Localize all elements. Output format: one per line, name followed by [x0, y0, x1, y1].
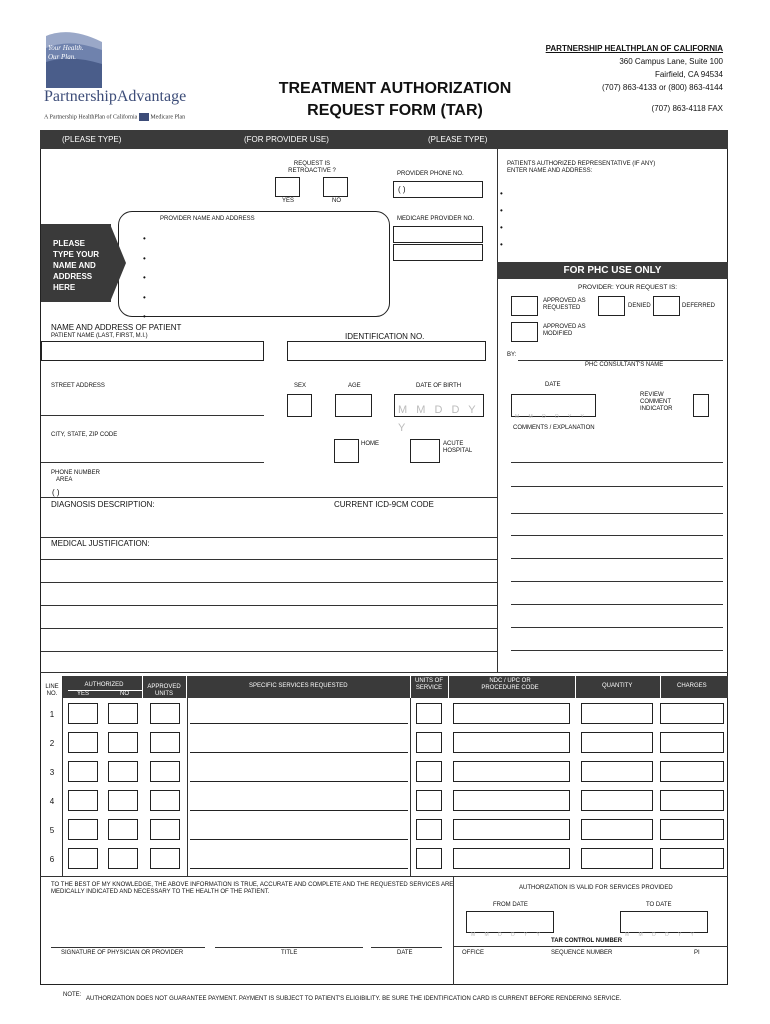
quantity-box[interactable]	[581, 848, 653, 869]
phc-heading: FOR PHC USE ONLY	[497, 262, 728, 279]
charges-box[interactable]	[660, 761, 724, 782]
approved-units-box[interactable]	[150, 848, 180, 869]
just-line	[41, 605, 497, 606]
retro-no-label: NO	[332, 198, 341, 204]
units-service-box[interactable]	[416, 732, 442, 753]
provider-bullets: • • • • •	[143, 234, 146, 321]
age-field[interactable]	[335, 394, 372, 417]
col-divider	[410, 676, 411, 698]
comments-label: COMMENTS / EXPLANATION	[513, 425, 595, 431]
service-desc-box[interactable]	[190, 790, 408, 811]
auth-no-box[interactable]	[108, 761, 138, 782]
please-type-arrow: PLEASE TYPE YOUR NAME AND ADDRESS HERE	[41, 224, 111, 302]
city-line	[41, 462, 264, 463]
patient-name-label: PATIENT NAME (LAST, FIRST, M.I.)	[51, 333, 148, 339]
header-bar: (PLEASE TYPE) (FOR PROVIDER USE) (PLEASE TYPE)	[40, 130, 728, 149]
logo-subline: A Partnership HealthPlan of California Medicare Plan	[44, 114, 186, 121]
review-box[interactable]	[693, 394, 709, 417]
date-line	[371, 947, 442, 948]
row-number: 2	[49, 739, 55, 748]
patient-heading: NAME AND ADDRESS OF PATIENT	[51, 323, 182, 332]
just-line	[41, 582, 497, 583]
comment-line	[511, 462, 723, 463]
quantity-box[interactable]	[581, 790, 653, 811]
sex-label: SEX	[294, 383, 307, 389]
ndc-code-box[interactable]	[453, 703, 570, 724]
auth-yes-box[interactable]	[68, 819, 98, 840]
deferred-box[interactable]	[653, 296, 680, 316]
ndc-code-box[interactable]	[453, 790, 570, 811]
charges-box[interactable]	[660, 703, 724, 724]
tar-control-label: TAR CONTROL NUMBER	[551, 938, 623, 944]
table-vline	[187, 698, 188, 876]
diagnosis-label: DIAGNOSIS DESCRIPTION:	[51, 500, 155, 509]
col-approved-units: APPROVED UNITS	[147, 684, 181, 697]
approved-units-box[interactable]	[150, 819, 180, 840]
charges-box[interactable]	[660, 732, 724, 753]
tar-vline	[453, 876, 454, 985]
approved-units-box[interactable]	[150, 761, 180, 782]
auth-yes-box[interactable]	[68, 703, 98, 724]
divider	[497, 149, 498, 672]
quantity-box[interactable]	[581, 819, 653, 840]
icd-label: CURRENT ICD-9CM CODE	[334, 500, 434, 509]
to-date-field[interactable]: M M D D Y Y	[620, 911, 708, 933]
quantity-box[interactable]	[581, 761, 653, 782]
sig-label: SIGNATURE OF PHYSICIAN OR PROVIDER	[61, 950, 184, 956]
comment-line	[511, 604, 723, 605]
service-desc-box[interactable]	[190, 848, 408, 869]
approved-units-box[interactable]	[150, 703, 180, 724]
col-auth-no: NO	[120, 691, 129, 697]
rep-label: PATIENTS AUTHORIZED REPRESENTATIVE (IF ANY) ENTER NAME AND ADDRESS:	[507, 161, 656, 174]
area-label: AREA	[56, 477, 73, 483]
comment-line	[511, 650, 723, 651]
retro-yes-label: YES	[282, 198, 295, 204]
from-date-field[interactable]: M M D D Y Y	[466, 911, 554, 933]
consultant-line	[518, 360, 723, 361]
comment-line	[511, 513, 723, 514]
street-line	[41, 415, 264, 416]
auth-no-box[interactable]	[108, 732, 138, 753]
medicare-provider-field-2[interactable]	[393, 244, 483, 261]
row-number: 3	[49, 768, 55, 777]
dob-label: DATE OF BIRTH	[416, 383, 462, 389]
justification-label: MEDICAL JUSTIFICATION:	[51, 539, 150, 548]
dob-field[interactable]: M M D D Y Y	[394, 394, 484, 417]
phc-date-field[interactable]: M M D D Y Y	[511, 394, 596, 417]
col-divider	[448, 676, 449, 698]
just-line	[41, 651, 497, 652]
col-authorized: AUTHORIZED	[84, 682, 124, 688]
age-label: AGE	[348, 383, 361, 389]
comment-line	[511, 535, 723, 536]
row-number: 5	[49, 826, 55, 835]
row-number: 4	[49, 797, 55, 806]
section-line	[41, 537, 497, 538]
medicare-provider-field-1[interactable]	[393, 226, 483, 243]
from-date-label: FROM DATE	[493, 902, 528, 908]
medicare-icon	[139, 113, 149, 121]
sex-field[interactable]	[287, 394, 312, 417]
rep-bullets: • • • •	[500, 189, 503, 249]
date-label: DATE	[397, 950, 413, 956]
auth-yes-box[interactable]	[68, 790, 98, 811]
approved-mod-label: APPROVED AS MODIFIED	[543, 324, 586, 337]
table-vline	[410, 698, 411, 876]
approved-units-box[interactable]	[150, 790, 180, 811]
id-field[interactable]	[287, 341, 486, 361]
service-desc-box[interactable]	[190, 703, 408, 724]
charges-box[interactable]	[660, 819, 724, 840]
to-date-label: TO DATE	[646, 902, 672, 908]
units-service-box[interactable]	[416, 819, 442, 840]
service-desc-box[interactable]	[190, 819, 408, 840]
sig-line	[51, 947, 205, 948]
certify-text: TO THE BEST OF MY KNOWLEDGE, THE ABOVE INFORMATION IS TRUE, ACCURATE AND COMPLETE AND THE REQUESTED SERVICES ARE MEDICALLY INDICATED AND NECESSARY TO THE HEALTH OF THE PATIENT.	[51, 882, 454, 895]
valid-label: AUTHORIZATION IS VALID FOR SERVICES PROVIDED	[519, 885, 673, 891]
col-specific: SPECIFIC SERVICES REQUESTED	[249, 683, 348, 689]
col-divider	[660, 676, 661, 698]
acute-box[interactable]	[410, 439, 440, 463]
retro-label: REQUEST IS RETROACTIVE ?	[288, 161, 336, 174]
section-line	[40, 672, 728, 673]
ndc-code-box[interactable]	[453, 819, 570, 840]
ndc-code-box[interactable]	[453, 761, 570, 782]
col-units-service: UNITS OF SERVICE	[411, 678, 447, 692]
denied-box[interactable]	[598, 296, 625, 316]
deferred-label: DEFERRED	[682, 303, 716, 309]
comment-line	[511, 558, 723, 559]
auth-no-box[interactable]	[108, 703, 138, 724]
provider-phone-field[interactable]: ( )	[393, 181, 483, 198]
col-divider	[575, 676, 576, 698]
review-label: REVIEW COMMENT INDICATOR	[640, 392, 673, 412]
quantity-box[interactable]	[581, 732, 653, 753]
approved-req-box[interactable]	[511, 296, 538, 316]
col-line-no: LINE NO.	[45, 684, 59, 697]
units-service-box[interactable]	[416, 790, 442, 811]
consultant-label: PHC CONSULTANT'S NAME	[585, 362, 664, 368]
phc-provider-label: PROVIDER: YOUR REQUEST IS:	[578, 284, 678, 291]
units-service-box[interactable]	[416, 848, 442, 869]
pi-label: PI	[694, 950, 700, 956]
home-label: HOME	[361, 441, 379, 447]
auth-no-box[interactable]	[108, 790, 138, 811]
provider-name-address-label: PROVIDER NAME AND ADDRESS	[160, 216, 255, 222]
service-desc-box[interactable]	[190, 761, 408, 782]
just-line	[41, 559, 497, 560]
denied-label: DENIED	[628, 303, 651, 309]
row-number: 6	[49, 855, 55, 864]
quantity-box[interactable]	[581, 703, 653, 724]
approved-req-label: APPROVED AS REQUESTED	[543, 298, 586, 311]
comment-line	[511, 627, 723, 628]
auth-yes-box[interactable]	[68, 761, 98, 782]
auth-yes-box[interactable]	[68, 848, 98, 869]
logo-brand: PartnershipAdvantage	[44, 88, 187, 105]
col-quantity: QUANTITY	[602, 683, 633, 689]
auth-no-box[interactable]	[108, 819, 138, 840]
retro-yes-box[interactable]	[275, 177, 300, 197]
arrow-tip-icon	[110, 224, 126, 302]
col-ndc: NDC / UPC OR PROCEDURE CODE	[481, 678, 539, 691]
home-box[interactable]	[334, 439, 359, 463]
provider-address-box[interactable]	[118, 211, 390, 317]
provider-phone-label: PROVIDER PHONE NO.	[397, 171, 464, 177]
row-number: 1	[49, 710, 55, 719]
section-line	[41, 497, 497, 498]
comment-line	[511, 581, 723, 582]
table-vline	[62, 676, 63, 876]
street-label: STREET ADDRESS	[51, 383, 105, 389]
phc-date-label: DATE	[545, 382, 561, 388]
charges-box[interactable]	[660, 848, 724, 869]
city-label: CITY, STATE, ZIP CODE	[51, 432, 118, 438]
note-text: AUTHORIZATION DOES NOT GUARANTEE PAYMENT. PAYMENT IS SUBJECT TO PATIENT'S ELIGIBILITY. BE SURE THE IDENTIFICATION CARD IS CURRENT BEFORE RENDERING SERVICE.	[86, 996, 622, 1002]
charges-box[interactable]	[660, 790, 724, 811]
plan-address: PARTNERSHIP HEALTHPLAN OF CALIFORNIA 360 Campus Lane, Suite 100 Fairfield, CA 94534 (707) 863-4133 or (800) 863-4144 (707) 863-4118 FAX	[545, 44, 723, 113]
office-label: OFFICE	[462, 950, 484, 956]
ndc-code-box[interactable]	[453, 848, 570, 869]
approved-units-box[interactable]	[150, 732, 180, 753]
id-label: IDENTIFICATION NO.	[345, 332, 425, 341]
col-charges: CHARGES	[677, 683, 707, 689]
sequence-label: SEQUENCE NUMBER	[551, 950, 613, 956]
page-title: TREATMENT AUTHORIZATION REQUEST FORM (TAR)	[278, 80, 512, 119]
units-service-box[interactable]	[416, 703, 442, 724]
title-label: TITLE	[281, 950, 298, 956]
service-desc-box[interactable]	[190, 732, 408, 753]
medicare-provider-label: MEDICARE PROVIDER NO.	[397, 216, 475, 222]
col-divider	[186, 676, 187, 698]
units-service-box[interactable]	[416, 761, 442, 782]
ndc-code-box[interactable]	[453, 732, 570, 753]
area-field[interactable]: ( )	[52, 488, 60, 497]
auth-yes-box[interactable]	[68, 732, 98, 753]
auth-no-box[interactable]	[108, 848, 138, 869]
phone-label: PHONE NUMBER	[51, 470, 101, 476]
approved-mod-box[interactable]	[511, 322, 538, 342]
title-line	[215, 947, 363, 948]
patient-name-field[interactable]	[41, 341, 264, 361]
tar-line	[453, 946, 728, 947]
col-auth-yes: YES	[77, 691, 90, 697]
retro-no-box[interactable]	[323, 177, 348, 197]
acute-label: ACUTE HOSPITAL	[443, 441, 473, 454]
section-line	[40, 876, 728, 877]
logo-tagline: Your Health. Our Plan.	[48, 44, 84, 61]
note-label: NOTE:	[63, 992, 82, 998]
comment-line	[511, 486, 723, 487]
col-divider	[142, 676, 143, 698]
just-line	[41, 628, 497, 629]
by-label: BY:	[507, 352, 517, 358]
